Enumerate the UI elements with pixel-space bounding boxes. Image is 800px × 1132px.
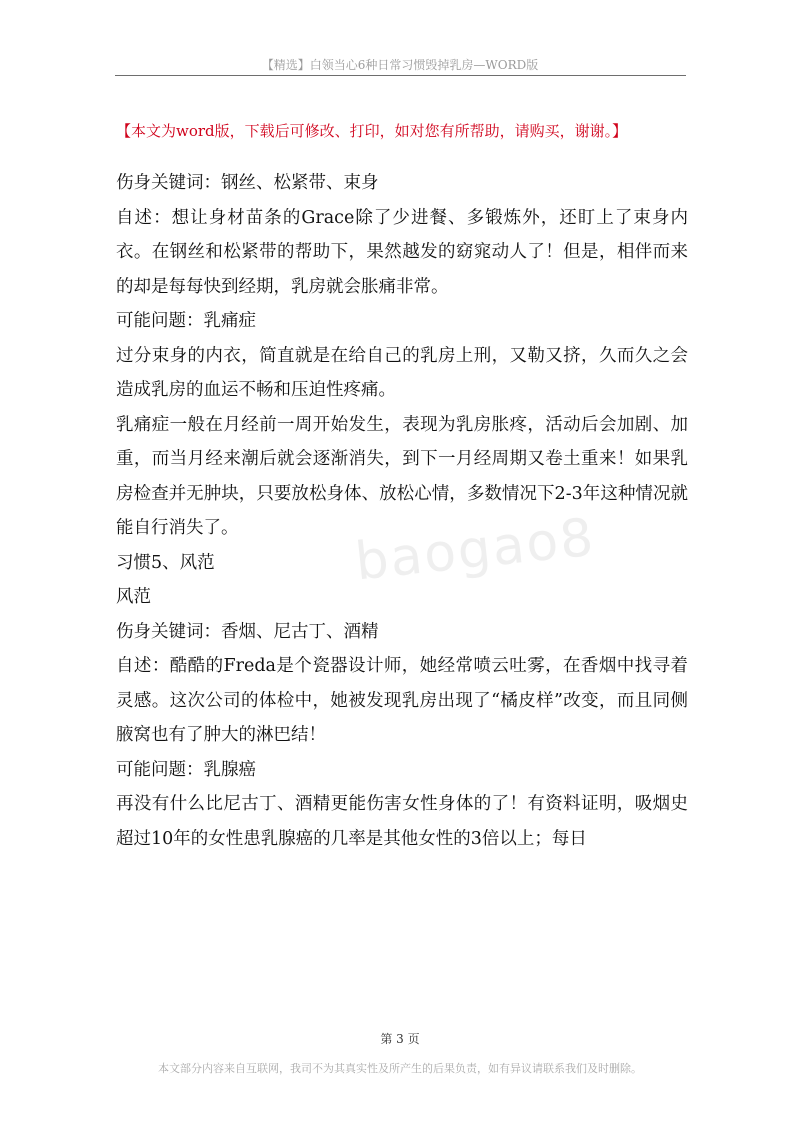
watermark: baogao8: [352, 507, 598, 593]
paragraph: 伤身关键词：香烟、尼古丁、酒精: [116, 621, 379, 642]
section-subheading: 风范: [116, 587, 151, 607]
paragraph: 乳痛症一般在月经前一周开始发生，表现为乳房胀疼，活动后会加剧、加重，而当月经来潮后就会逐渐消失，到下一月经周期又卷土重来！如果乳房检查并无肿块，只要放松身体、放松心情，多数情况下2-3年这种情况就能自行消失了。: [116, 414, 688, 538]
document-body: [116, 166, 688, 856]
paragraph: 过分束身的内衣，简直就是在给自己的乳房上刑，又勒又挤，久而久之会造成乳房的血运不畅和压迫性疼痛。: [116, 345, 688, 400]
paragraph: 自述：酷酷的Freda是个瓷器设计师，她经常喷云吐雾，在香烟中找寻着灵感。这次公司的体检中，她被发现乳房出现了“橘皮样”改变，而且同侧腋窝也有了肿大的淋巴结！: [116, 656, 688, 745]
page-footer: 本文部分内容来自互联网，我司不为其真实性及所产生的后果负责，如有异议请联系我们及时删除。: [158, 1062, 642, 1075]
paragraph: 自述：想让身材苗条的Grace除了少进餐、多锻炼外，还盯上了束身内衣。在钢丝和松紧带的帮助下，果然越发的窈窕动人了！但是，相伴而来的却是每每快到经期，乳房就会胀痛非常。: [116, 207, 688, 297]
paragraph: 伤身关键词：钢丝、松紧带、束身: [116, 173, 379, 193]
header-divider: [115, 75, 686, 76]
paragraph: 可能问题：乳痛症: [116, 311, 256, 331]
red-notice: 【本文为word版，下载后可修改、打印，如对您有所帮助，请购买，谢谢。】: [116, 122, 628, 140]
page-number: 第 3 页: [380, 1032, 420, 1046]
paragraph: 可能问题：乳腺癌: [116, 759, 256, 780]
page-header: 【精选】白领当心6种日常习惯毁掉乳房—WORD版: [261, 58, 539, 72]
section-heading: 习惯5、风范: [116, 552, 215, 573]
paragraph: 再没有什么比尼古丁、酒精更能伤害女性身体的了！有资料证明，吸烟史超过10年的女性患乳腺癌的几率是其他女性的3倍以上；每日: [116, 794, 688, 849]
